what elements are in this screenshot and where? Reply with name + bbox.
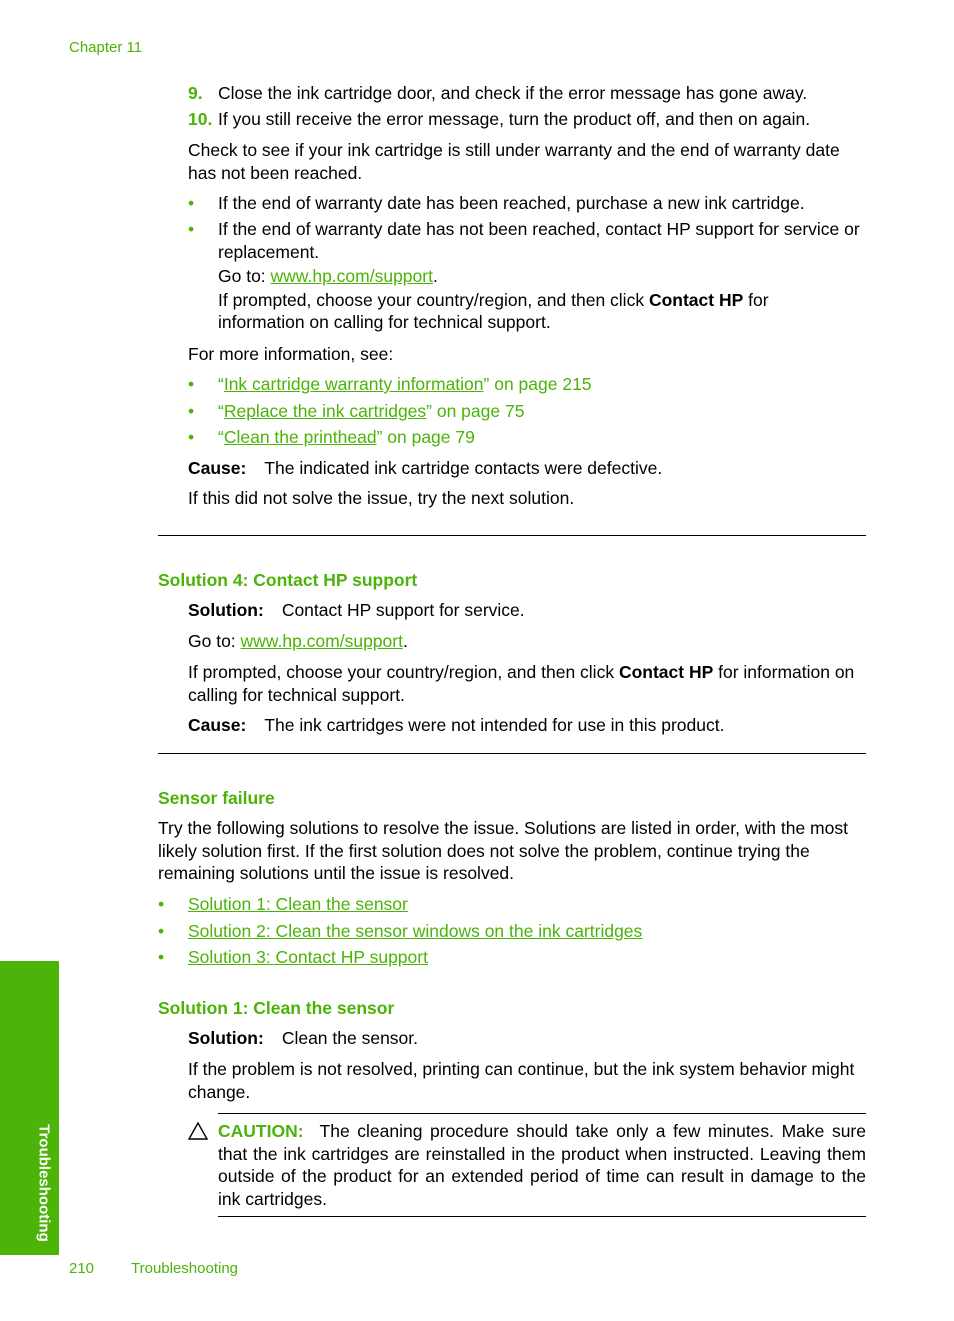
replace-cartridges-link[interactable]: Replace the ink cartridges — [223, 400, 427, 421]
bullet: • — [158, 920, 165, 941]
section-divider — [158, 753, 866, 754]
prompt-line — [218, 289, 838, 334]
quote-open: “ — [218, 400, 224, 421]
goto-suffix: . — [402, 631, 408, 651]
ink-warranty-link[interactable]: Ink cartridge warranty information — [223, 374, 484, 394]
sensor-failure-heading: Sensor failure — [158, 788, 275, 808]
next-solution-text: If this did not solve the issue, try the next solution. — [188, 488, 575, 508]
solution-text: Clean the sensor. — [281, 1028, 419, 1048]
solution-4-heading: Solution 4: Contact HP support — [158, 570, 418, 590]
quote-open: “ — [218, 374, 224, 394]
step-9 — [188, 82, 878, 105]
sensor-solution-links — [158, 893, 868, 969]
list-item — [188, 192, 868, 215]
list-item — [158, 920, 868, 943]
list-item — [188, 426, 868, 449]
solution-text: Contact HP support for service. — [281, 600, 525, 620]
list-item — [158, 946, 868, 969]
solution-1-heading: Solution 1: Clean the sensor — [158, 998, 395, 1018]
cause-text: The ink cartridges were not intended for use in this product. — [264, 715, 725, 735]
step-10 — [188, 108, 878, 131]
caution-bottom-rule — [218, 1216, 866, 1217]
prompt-paragraph — [188, 661, 868, 706]
goto-prefix: Go to: — [218, 265, 271, 286]
bullet: • — [188, 374, 195, 394]
prompt-suffix: for information on calling for technical support. — [188, 662, 855, 705]
solution-label: Solution: — [188, 1028, 264, 1048]
caution-label: CAUTION: — [218, 1121, 304, 1141]
list-item-text: If the end of warranty date has not been reached, contact HP support for service or replacement. — [218, 219, 860, 262]
more-info-label: For more information, see: — [188, 344, 394, 364]
goto-line — [218, 265, 868, 288]
step-text: Close the ink cartridge door, and check if the error message has gone away. — [218, 83, 808, 103]
cause-line — [188, 457, 868, 480]
bullet: • — [158, 947, 165, 967]
goto-suffix: . — [432, 265, 438, 286]
warranty-bullet-list — [188, 192, 868, 334]
list-item — [188, 218, 868, 334]
goto-prefix: Go to: — [188, 631, 241, 651]
solution-line — [188, 599, 868, 622]
bullet: • — [188, 193, 195, 213]
sensor-intro: Try the following solutions to resolve the issue. Solutions are listed in order, with the most likely solution first. If the first solution does not solve the problem, continue trying the remaining solutions until the issue is resolved. — [158, 818, 848, 883]
chapter-header: Chapter 11 — [69, 39, 143, 56]
more-info-links — [188, 373, 868, 449]
solution-1-link[interactable]: Solution 1: Clean the sensor — [188, 894, 408, 914]
ink-behavior-paragraph: If the problem is not resolved, printing can continue, but the ink system behavior might change. — [188, 1059, 855, 1102]
cause-label: Cause: — [188, 715, 247, 735]
list-item — [158, 893, 868, 916]
warranty-paragraph: Check to see if your ink cartridge is still under warranty and the end of warranty date has not been reached. — [188, 140, 840, 183]
page-ref: ” on page 75 — [426, 400, 525, 421]
page-ref: ” on page 79 — [376, 427, 475, 447]
list-item-text: If the end of warranty date has been reached, purchase a new ink cartridge. — [218, 193, 805, 213]
solution-line — [188, 1027, 868, 1050]
list-item — [188, 373, 868, 396]
hp-support-link[interactable]: www.hp.com/support — [270, 265, 433, 286]
side-tab-label: Troubleshooting — [35, 1124, 53, 1242]
caution-text-block — [218, 1120, 866, 1210]
prompt-prefix: If prompted, choose your country/region, and then click — [218, 289, 649, 310]
list-item — [188, 400, 868, 423]
section-divider — [158, 535, 866, 536]
caution-body: The cleaning procedure should take only a few minutes. Make sure that the ink cartridges are reinstalled in the product when instructed. Leaving them outside of the product for an extended period of time can result in damage to the ink cartridges. — [218, 1121, 866, 1209]
cause-label: Cause: — [188, 458, 247, 478]
step-number: 10. — [188, 109, 213, 129]
hp-support-link[interactable]: www.hp.com/support — [240, 631, 403, 651]
bullet: • — [188, 219, 195, 239]
bullet: • — [188, 400, 195, 421]
bullet: • — [188, 427, 195, 447]
cause-line — [188, 714, 868, 737]
solution-3-link[interactable]: Solution 3: Contact HP support — [188, 947, 428, 967]
step-number: 9. — [188, 83, 203, 103]
clean-printhead-link[interactable]: Clean the printhead — [223, 427, 377, 447]
contact-hp-text: Contact HP — [618, 662, 714, 682]
contact-hp-text: Contact HP — [648, 289, 744, 310]
footer-title: Troubleshooting — [131, 1260, 239, 1277]
goto-line — [188, 630, 868, 653]
page-ref: ” on page 215 — [483, 374, 592, 394]
quote-open: “ — [218, 427, 224, 447]
solution-label: Solution: — [188, 600, 264, 620]
caution-top-rule — [218, 1113, 866, 1114]
cause-text: The indicated ink cartridge contacts were defective. — [264, 458, 663, 478]
caution-triangle-icon — [188, 1122, 208, 1140]
prompt-prefix: If prompted, choose your country/region, and then click — [188, 662, 619, 682]
page-number: 210 — [69, 1260, 95, 1277]
solution-2-link[interactable]: Solution 2: Clean the sensor windows on the ink cartridges — [188, 920, 643, 941]
prompt-suffix: for information on calling for technical support. — [218, 289, 769, 332]
bullet: • — [158, 894, 165, 914]
step-text: If you still receive the error message, turn the product off, and then on again. — [218, 109, 811, 129]
